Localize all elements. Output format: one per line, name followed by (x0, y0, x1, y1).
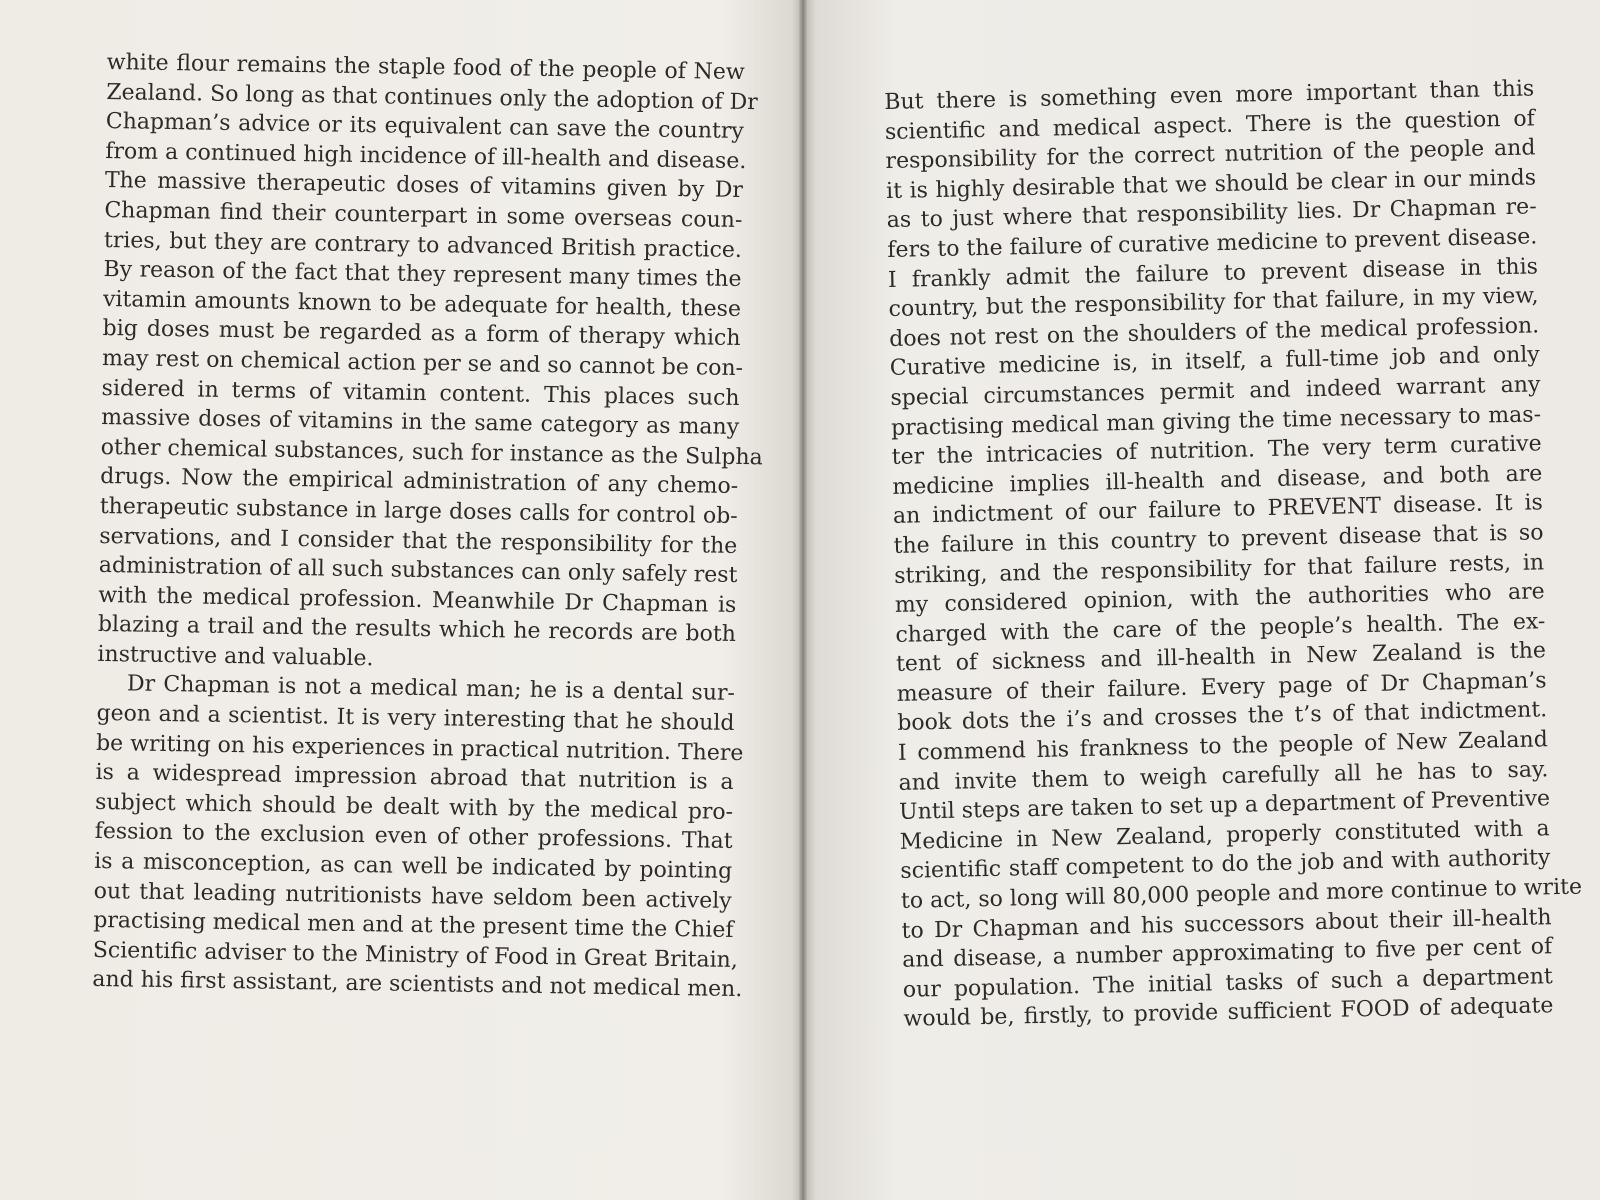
text-line: would be, firstly, to provide sufficient FOOD of adequate (903, 993, 1554, 1033)
text-line: to act, so long will 80,000 people and more continue to write (900, 874, 1583, 914)
text-line: our population. The initial tasks of such a department (902, 964, 1554, 1003)
text-line: Curative medicine is, in itself, a full-time job and only (889, 342, 1541, 382)
text-line: country, but the responsibility for that failure, in my view, (888, 283, 1539, 323)
text-line: white flour remains the staple food of the people of New (106, 49, 745, 86)
text-line: sidered in terms of vitamin content. This places such (101, 375, 740, 411)
text-line: tent of sickness and ill-health in New Zealand is the (895, 638, 1547, 678)
text-line: medicine implies ill-health and disease, and both are (892, 461, 1543, 500)
text-line: practising medical man giving the time necessary to mas- (890, 401, 1542, 441)
text-line: to Dr Chapman and his successors about their ill-health (901, 904, 1552, 944)
text-line: The massive therapeutic doses of vitamins given by Dr (104, 168, 744, 204)
text-line: ter the intricacies of nutrition. The very term curative (891, 431, 1542, 471)
text-line: responsibility for the correct nutrition of the people and (885, 135, 1536, 175)
text-line: charged with the care of the people’s health. The ex- (895, 608, 1546, 648)
text-line: and invite them to weigh carefully all he has to say. (898, 756, 1549, 796)
text-line: striking, and the responsibility for that failure rests, in (893, 549, 1545, 589)
text-line: Medicine in New Zealand, properly constituted with a (899, 816, 1550, 855)
text-line: practising medical men and at the present time the Chief (93, 908, 734, 944)
text-line: as to just where that responsibility lies. Dr Chapman re- (886, 194, 1537, 234)
text-line: and his first assistant, are scientists and not medical men. (92, 967, 743, 1003)
text-line: geon and a scientist. It is very interesting that he should (96, 700, 735, 737)
text-line: vitamin amounts known to be adequate for health, these (102, 286, 742, 322)
text-line: out that leading nutritionists have seldom been actively (93, 878, 732, 914)
text-line: big doses must be regarded as a form of therapy which (102, 316, 741, 352)
text-line: instructive and valuable. (97, 641, 374, 672)
text-line: servations, and I consider that the responsibility for the (99, 523, 738, 559)
right-page (806, 0, 1600, 1200)
text-line: my considered opinion, with the authorities who are (894, 579, 1545, 618)
text-line: is a misconception, as can well be indicated by pointing (94, 848, 733, 884)
text-line: fers to the failure of curative medicine to prevent disease. (887, 224, 1538, 263)
text-line: I frankly admit the failure to prevent disease in this (887, 253, 1539, 293)
text-line: tries, but they are contrary to advanced British practice. (103, 227, 743, 263)
text-line: administration of all such substances can only safely rest (98, 553, 738, 589)
text-line: is a widespread impression abroad that nutrition is a (95, 760, 734, 796)
text-line: Chapman’s advice or its equivalent can save the country (105, 109, 744, 145)
text-line: fession to the exclusion even of other professions. That (94, 819, 733, 855)
text-line: Zealand. So long as that continues only the adoption of Dr (106, 79, 758, 115)
text-line: But there is something even more important than this (884, 76, 1535, 115)
text-line: therapeutic substance in large doses calls for control ob- (99, 493, 738, 529)
text-line: measure of their failure. Every page of Dr Chapman’s (896, 668, 1547, 707)
text-line: Dr Chapman is not a medical man; he is a dental sur- (126, 671, 736, 707)
text-line: the failure in this country to prevent disease that is so (893, 520, 1544, 559)
text-line: an indictment of our failure to PREVENT disease. It is (892, 490, 1544, 530)
text-line: massive doses of vitamins in the same category as many (100, 405, 740, 441)
text-line: does not rest on the shoulders of the medical profession. (889, 313, 1540, 352)
text-line: Scientific adviser to the Ministry of Food in Great Britain, (92, 937, 738, 973)
text-line: and disease, a number approximating to five per cent of (902, 934, 1553, 974)
text-line: it is highly desirable that we should be clear in our minds (885, 165, 1537, 204)
text-line: blazing a trail and the results which he records are both (97, 612, 737, 648)
text-line: special circumstances permit and indeed warrant any (890, 372, 1541, 411)
text-line: from a continued high incidence of ill-health and disease. (105, 138, 747, 174)
right-page-text (884, 74, 1583, 1034)
text-line: book dots the i’s and crosses the t’s of that indictment. (897, 697, 1548, 737)
text-line: Until steps are taken to set up a department of Preventive (898, 786, 1551, 826)
text-line: subject which should be dealt with by the medical pro- (94, 789, 734, 825)
text-line: drugs. Now the empirical administration of any chemo- (100, 464, 739, 500)
left-page-text (92, 48, 763, 1005)
text-line: may rest on chemical action per se and so cannot be con- (101, 345, 744, 381)
text-line: scientific staff competent to do the job and with authority (900, 845, 1551, 885)
text-line: be writing on his experiences in practical nutrition. There (95, 730, 744, 766)
text-line: with the medical profession. Meanwhile Dr Chapman is (98, 582, 737, 618)
text-line: other chemical substances, such for instance as the Sulpha (100, 434, 763, 471)
text-line: By reason of the fact that they represent many times the (103, 257, 742, 293)
text-line: Chapman find their counterpart in some overseas coun- (104, 197, 743, 233)
text-line: scientific and medical aspect. There is the question of (884, 105, 1536, 145)
text-line: I commend his frankness to the people of New Zealand (897, 727, 1549, 766)
